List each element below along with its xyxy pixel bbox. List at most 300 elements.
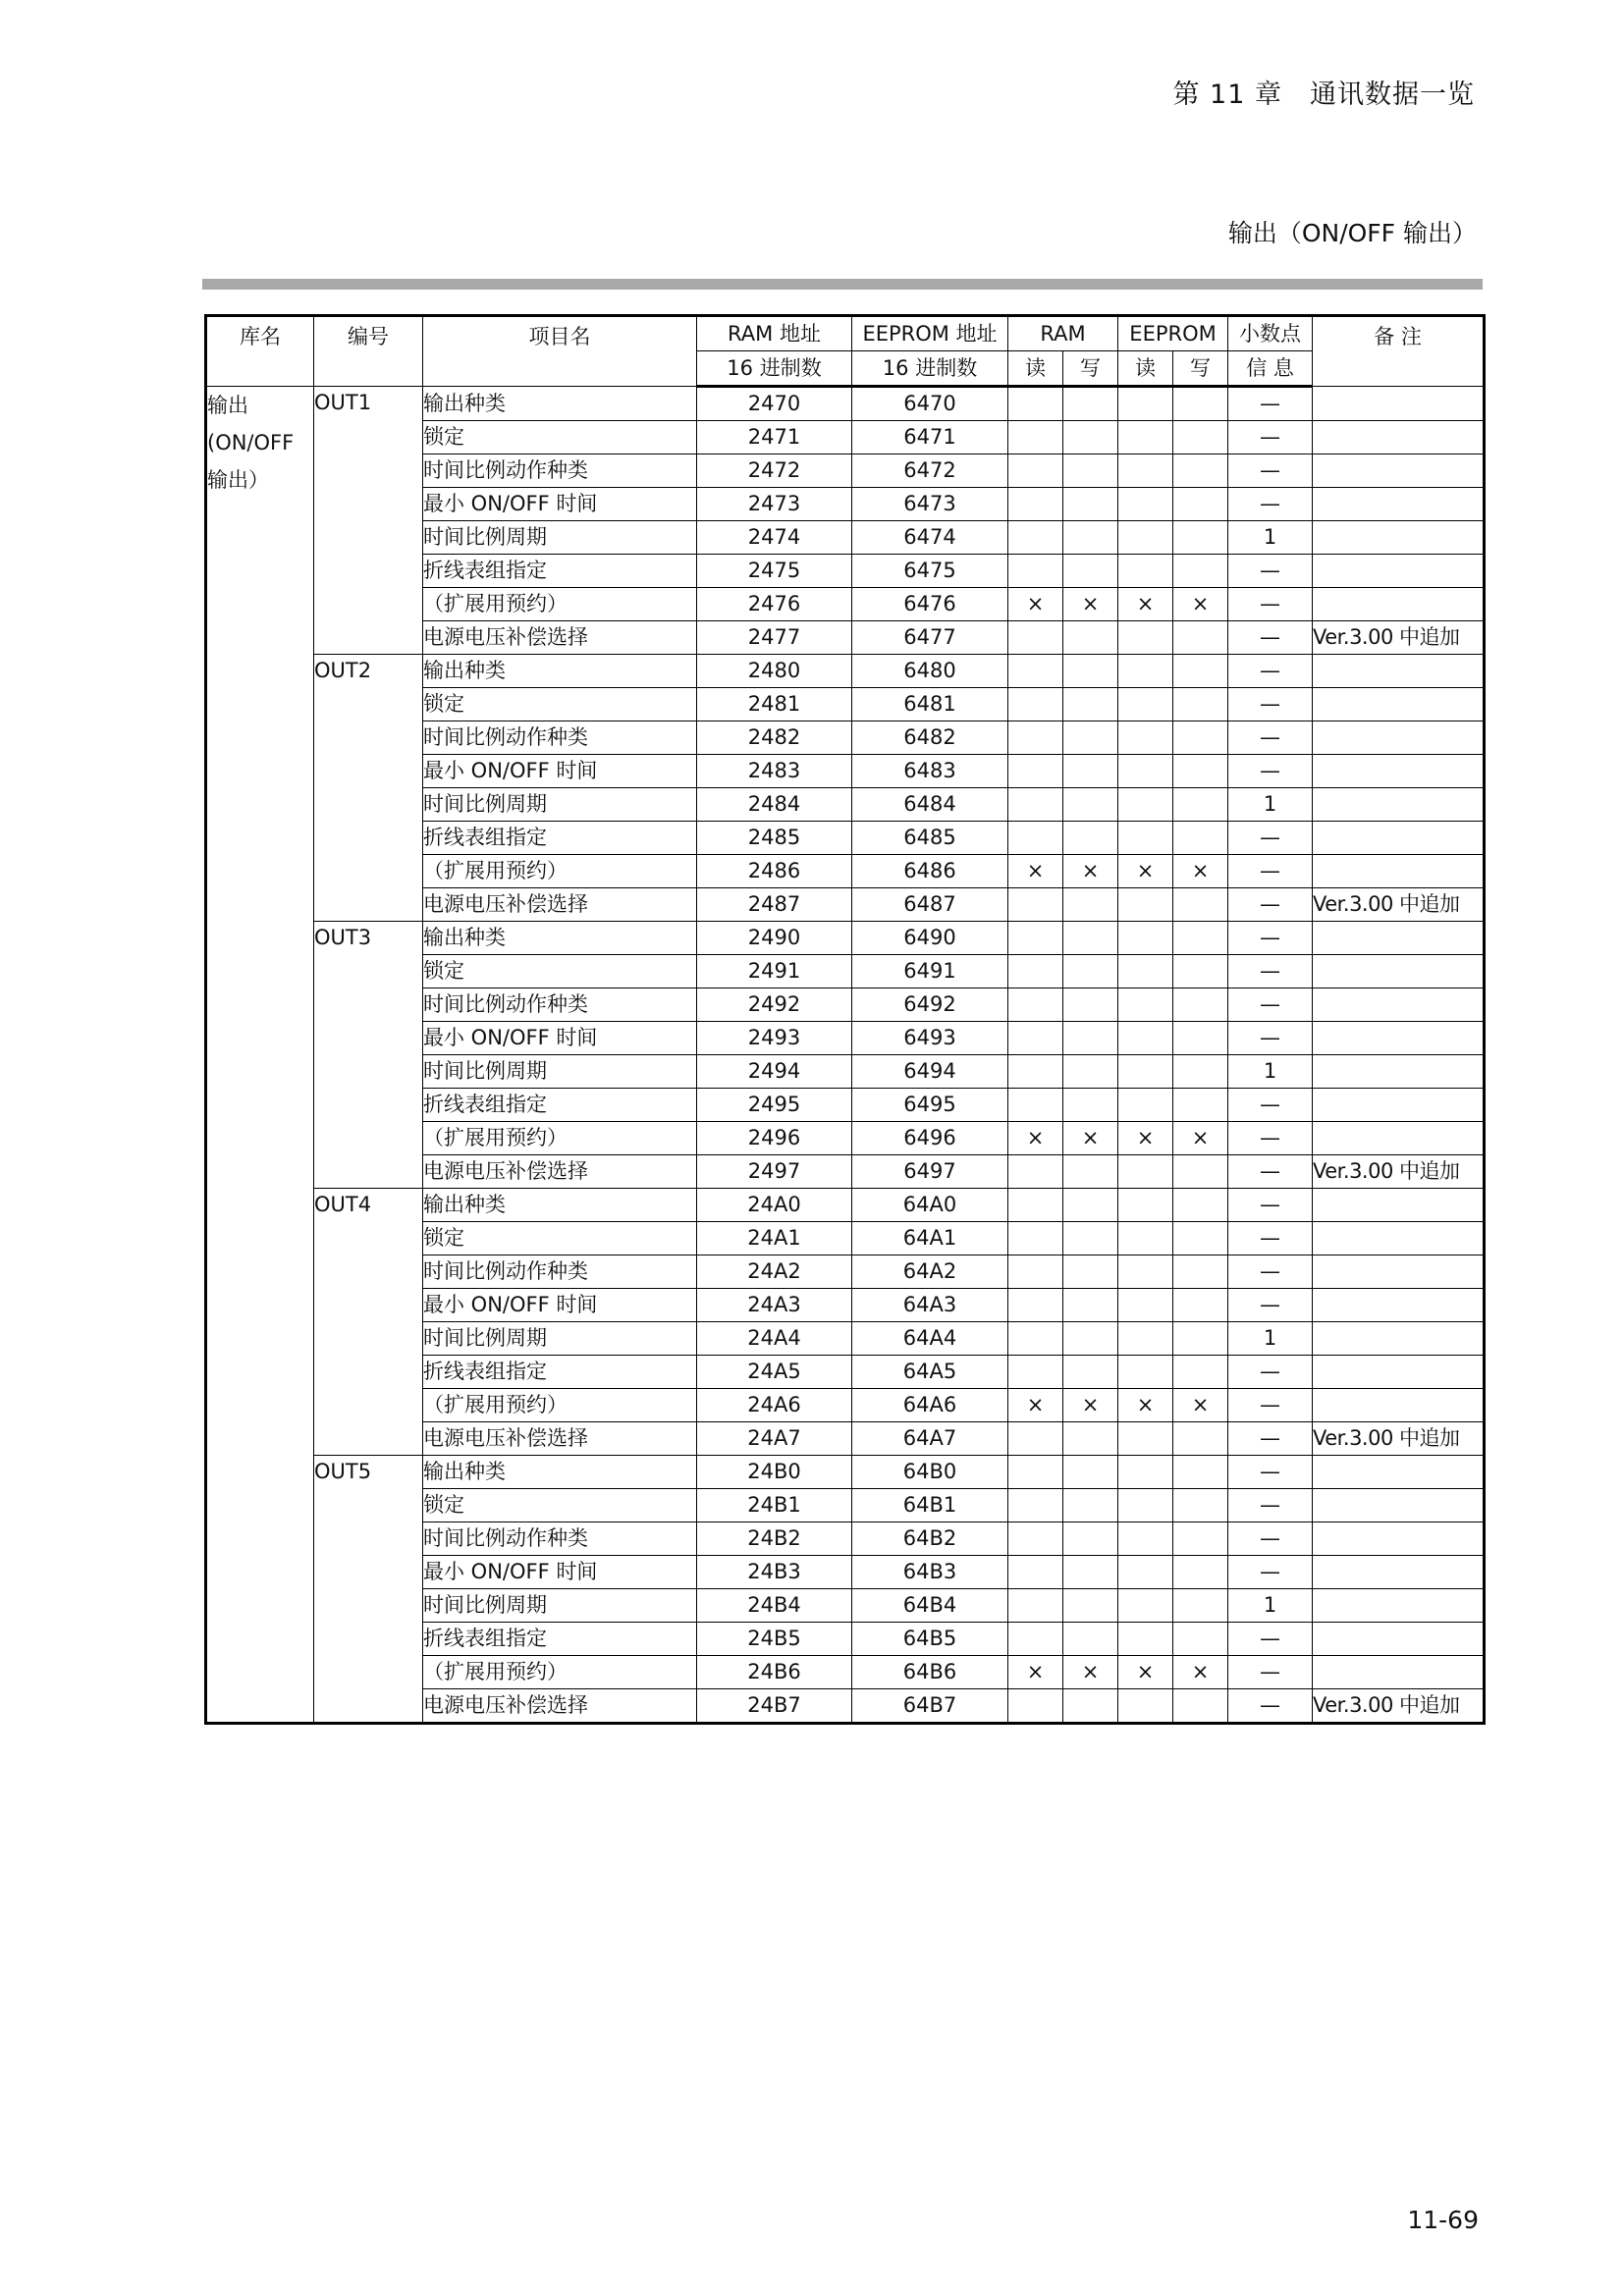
- eeprom-address-cell: 64B0: [852, 1456, 1008, 1489]
- header-item-name: 项目名: [423, 316, 697, 387]
- ram-write-cell: ×: [1063, 1656, 1118, 1689]
- eeprom-write-cell: [1173, 1556, 1228, 1589]
- decimal-info-cell: —: [1228, 454, 1313, 488]
- item-name-cell: 锁定: [423, 688, 697, 721]
- item-name-cell: （扩展用预约）: [423, 855, 697, 888]
- ram-address-cell: 2497: [697, 1155, 852, 1189]
- remarks-cell: [1313, 988, 1485, 1022]
- ram-write-cell: [1063, 1255, 1118, 1289]
- ram-read-cell: [1008, 1489, 1063, 1522]
- remarks-cell: [1313, 721, 1485, 755]
- ram-write-cell: [1063, 822, 1118, 855]
- header-divider: [202, 279, 1483, 290]
- decimal-info-cell: —: [1228, 688, 1313, 721]
- eeprom-write-cell: [1173, 688, 1228, 721]
- table-row: [206, 1189, 1485, 1222]
- remarks-cell: [1313, 1322, 1485, 1356]
- remarks-cell: [1313, 1489, 1485, 1522]
- library-name-line: 输出: [207, 394, 248, 417]
- decimal-info-cell: —: [1228, 488, 1313, 521]
- ram-address-cell: 2496: [697, 1122, 852, 1155]
- eeprom-address-cell: 64B1: [852, 1489, 1008, 1522]
- ram-read-cell: [1008, 521, 1063, 555]
- eeprom-read-cell: ×: [1118, 1122, 1173, 1155]
- decimal-info-cell: —: [1228, 1522, 1313, 1556]
- library-name-line: (ON/OFF: [207, 431, 295, 454]
- item-name-cell: 折线表组指定: [423, 822, 697, 855]
- ram-read-cell: [1008, 922, 1063, 955]
- decimal-info-cell: —: [1228, 721, 1313, 755]
- remarks-cell: [1313, 1122, 1485, 1155]
- ram-read-cell: [1008, 1189, 1063, 1222]
- eeprom-read-cell: [1118, 822, 1173, 855]
- eeprom-address-cell: 6471: [852, 421, 1008, 454]
- eeprom-address-cell: 64A4: [852, 1322, 1008, 1356]
- ram-address-cell: 2486: [697, 855, 852, 888]
- eeprom-read-cell: [1118, 488, 1173, 521]
- remarks-cell: [1313, 421, 1485, 454]
- eeprom-address-cell: 6484: [852, 788, 1008, 822]
- eeprom-address-cell: 6492: [852, 988, 1008, 1022]
- eeprom-address-cell: 6472: [852, 454, 1008, 488]
- remarks-cell: [1313, 655, 1485, 688]
- eeprom-read-cell: [1118, 1489, 1173, 1522]
- item-name-cell: 输出种类: [423, 1189, 697, 1222]
- eeprom-write-cell: [1173, 555, 1228, 588]
- eeprom-address-cell: 6487: [852, 888, 1008, 922]
- decimal-info-cell: —: [1228, 888, 1313, 922]
- ram-read-cell: [1008, 1456, 1063, 1489]
- eeprom-address-cell: 6495: [852, 1089, 1008, 1122]
- decimal-info-cell: —: [1228, 855, 1313, 888]
- item-name-cell: 折线表组指定: [423, 555, 697, 588]
- item-name-cell: 输出种类: [423, 655, 697, 688]
- ram-write-cell: [1063, 721, 1118, 755]
- remarks-cell: [1313, 755, 1485, 788]
- eeprom-address-cell: 6482: [852, 721, 1008, 755]
- ram-write-cell: [1063, 454, 1118, 488]
- eeprom-read-cell: [1118, 1623, 1173, 1656]
- group-number-cell: OUT1: [314, 387, 423, 655]
- decimal-info-cell: 1: [1228, 1589, 1313, 1623]
- eeprom-address-cell: 6496: [852, 1122, 1008, 1155]
- remarks-cell: [1313, 1456, 1485, 1489]
- ram-address-cell: 24B6: [697, 1656, 852, 1689]
- eeprom-read-cell: [1118, 1255, 1173, 1289]
- eeprom-write-cell: [1173, 1422, 1228, 1456]
- item-name-cell: （扩展用预约）: [423, 588, 697, 621]
- eeprom-read-cell: [1118, 521, 1173, 555]
- header-eeprom-read: 读: [1118, 351, 1173, 387]
- ram-address-cell: 24A4: [697, 1322, 852, 1356]
- page-number: 11-69: [1407, 2206, 1479, 2234]
- eeprom-read-cell: [1118, 721, 1173, 755]
- ram-read-cell: [1008, 655, 1063, 688]
- eeprom-read-cell: [1118, 1322, 1173, 1356]
- ram-address-cell: 24A1: [697, 1222, 852, 1255]
- item-name-cell: （扩展用预约）: [423, 1389, 697, 1422]
- eeprom-read-cell: [1118, 555, 1173, 588]
- ram-address-cell: 24B7: [697, 1689, 852, 1724]
- header-eeprom-write: 写: [1173, 351, 1228, 387]
- group-number-cell: OUT5: [314, 1456, 423, 1724]
- table-header: [206, 316, 1485, 387]
- ram-read-cell: [1008, 1289, 1063, 1322]
- eeprom-address-cell: 6475: [852, 555, 1008, 588]
- ram-read-cell: [1008, 1155, 1063, 1189]
- ram-write-cell: [1063, 621, 1118, 655]
- decimal-info-cell: —: [1228, 1556, 1313, 1589]
- item-name-cell: 折线表组指定: [423, 1089, 697, 1122]
- eeprom-read-cell: [1118, 621, 1173, 655]
- item-name-cell: 最小 ON/OFF 时间: [423, 1289, 697, 1322]
- ram-read-cell: [1008, 1322, 1063, 1356]
- ram-write-cell: [1063, 755, 1118, 788]
- item-name-cell: 电源电压补偿选择: [423, 888, 697, 922]
- ram-read-cell: [1008, 1522, 1063, 1556]
- eeprom-read-cell: [1118, 1422, 1173, 1456]
- eeprom-write-cell: ×: [1173, 1656, 1228, 1689]
- group-number-cell: OUT4: [314, 1189, 423, 1456]
- decimal-info-cell: —: [1228, 1689, 1313, 1724]
- remarks-cell: [1313, 1289, 1485, 1322]
- remarks-cell: [1313, 1623, 1485, 1656]
- item-name-cell: （扩展用预约）: [423, 1122, 697, 1155]
- ram-write-cell: [1063, 488, 1118, 521]
- eeprom-write-cell: [1173, 822, 1228, 855]
- ram-address-cell: 2475: [697, 555, 852, 588]
- ram-read-cell: ×: [1008, 1389, 1063, 1422]
- eeprom-read-cell: [1118, 1022, 1173, 1055]
- ram-address-cell: 2495: [697, 1089, 852, 1122]
- eeprom-address-cell: 6474: [852, 521, 1008, 555]
- ram-address-cell: 2476: [697, 588, 852, 621]
- remarks-cell: [1313, 555, 1485, 588]
- item-name-cell: 电源电压补偿选择: [423, 1689, 697, 1724]
- remarks-cell: [1313, 1356, 1485, 1389]
- eeprom-read-cell: [1118, 1456, 1173, 1489]
- eeprom-address-cell: 64A1: [852, 1222, 1008, 1255]
- item-name-cell: 时间比例周期: [423, 1589, 697, 1623]
- item-name-cell: 输出种类: [423, 1456, 697, 1489]
- eeprom-address-cell: 6494: [852, 1055, 1008, 1089]
- section-title: 输出（ON/OFF 输出）: [1227, 219, 1477, 247]
- item-name-cell: 电源电压补偿选择: [423, 1155, 697, 1189]
- eeprom-write-cell: [1173, 1322, 1228, 1356]
- eeprom-read-cell: [1118, 1189, 1173, 1222]
- eeprom-read-cell: ×: [1118, 1389, 1173, 1422]
- ram-write-cell: [1063, 1522, 1118, 1556]
- ram-address-cell: 24B2: [697, 1522, 852, 1556]
- decimal-info-cell: 1: [1228, 1322, 1313, 1356]
- remarks-cell: [1313, 688, 1485, 721]
- eeprom-read-cell: [1118, 688, 1173, 721]
- eeprom-read-cell: [1118, 922, 1173, 955]
- eeprom-write-cell: [1173, 488, 1228, 521]
- item-name-cell: 锁定: [423, 1489, 697, 1522]
- decimal-info-cell: —: [1228, 387, 1313, 421]
- remarks-cell: [1313, 1522, 1485, 1556]
- ram-read-cell: [1008, 1356, 1063, 1389]
- eeprom-address-cell: 64B6: [852, 1656, 1008, 1689]
- eeprom-read-cell: [1118, 1556, 1173, 1589]
- remarks-cell: [1313, 488, 1485, 521]
- item-name-cell: 锁定: [423, 421, 697, 454]
- library-name-line: 输出）: [207, 468, 269, 492]
- eeprom-read-cell: [1118, 1155, 1173, 1189]
- eeprom-read-cell: [1118, 755, 1173, 788]
- eeprom-read-cell: [1118, 454, 1173, 488]
- eeprom-write-cell: [1173, 721, 1228, 755]
- header-eeprom-access: EEPROM: [1118, 316, 1228, 351]
- remarks-cell: [1313, 955, 1485, 988]
- header-remarks: 备 注: [1313, 316, 1485, 387]
- eeprom-write-cell: [1173, 521, 1228, 555]
- eeprom-address-cell: 64A5: [852, 1356, 1008, 1389]
- ram-address-cell: 24B1: [697, 1489, 852, 1522]
- ram-write-cell: [1063, 1689, 1118, 1724]
- decimal-info-cell: —: [1228, 1422, 1313, 1456]
- ram-read-cell: [1008, 1589, 1063, 1623]
- remarks-cell: [1313, 1389, 1485, 1422]
- eeprom-address-cell: 6483: [852, 755, 1008, 788]
- ram-read-cell: [1008, 721, 1063, 755]
- item-name-cell: 时间比例动作种类: [423, 721, 697, 755]
- ram-address-cell: 2477: [697, 621, 852, 655]
- decimal-info-cell: 1: [1228, 1055, 1313, 1089]
- decimal-info-cell: —: [1228, 1656, 1313, 1689]
- remarks-cell: Ver.3.00 中追加: [1313, 888, 1485, 922]
- ram-write-cell: ×: [1063, 1122, 1118, 1155]
- ram-write-cell: ×: [1063, 588, 1118, 621]
- eeprom-address-cell: 6493: [852, 1022, 1008, 1055]
- ram-address-cell: 2482: [697, 721, 852, 755]
- eeprom-write-cell: [1173, 1522, 1228, 1556]
- ram-write-cell: [1063, 688, 1118, 721]
- header-ram-hex: 16 进制数: [697, 351, 852, 387]
- eeprom-read-cell: ×: [1118, 1656, 1173, 1689]
- eeprom-write-cell: ×: [1173, 588, 1228, 621]
- ram-address-cell: 24A7: [697, 1422, 852, 1456]
- ram-read-cell: ×: [1008, 855, 1063, 888]
- ram-address-cell: 2470: [697, 387, 852, 421]
- ram-read-cell: [1008, 1255, 1063, 1289]
- eeprom-write-cell: [1173, 454, 1228, 488]
- eeprom-read-cell: [1118, 1689, 1173, 1724]
- remarks-cell: [1313, 1255, 1485, 1289]
- eeprom-write-cell: [1173, 421, 1228, 454]
- eeprom-address-cell: 64A0: [852, 1189, 1008, 1222]
- eeprom-write-cell: [1173, 1155, 1228, 1189]
- ram-address-cell: 2494: [697, 1055, 852, 1089]
- remarks-cell: Ver.3.00 中追加: [1313, 1422, 1485, 1456]
- item-name-cell: 时间比例周期: [423, 1322, 697, 1356]
- decimal-info-cell: —: [1228, 1089, 1313, 1122]
- eeprom-write-cell: [1173, 922, 1228, 955]
- eeprom-read-cell: [1118, 988, 1173, 1022]
- ram-write-cell: [1063, 421, 1118, 454]
- eeprom-read-cell: ×: [1118, 855, 1173, 888]
- eeprom-address-cell: 6477: [852, 621, 1008, 655]
- ram-read-cell: [1008, 788, 1063, 822]
- item-name-cell: 最小 ON/OFF 时间: [423, 488, 697, 521]
- eeprom-address-cell: 6485: [852, 822, 1008, 855]
- ram-read-cell: [1008, 1623, 1063, 1656]
- ram-write-cell: [1063, 655, 1118, 688]
- decimal-info-cell: 1: [1228, 788, 1313, 822]
- decimal-info-cell: —: [1228, 421, 1313, 454]
- ram-write-cell: [1063, 1589, 1118, 1623]
- eeprom-write-cell: [1173, 888, 1228, 922]
- ram-address-cell: 2480: [697, 655, 852, 688]
- ram-address-cell: 24A5: [697, 1356, 852, 1389]
- decimal-info-cell: —: [1228, 922, 1313, 955]
- remarks-cell: [1313, 1556, 1485, 1589]
- item-name-cell: 时间比例动作种类: [423, 1255, 697, 1289]
- ram-write-cell: [1063, 1322, 1118, 1356]
- ram-address-cell: 2471: [697, 421, 852, 454]
- item-name-cell: 时间比例周期: [423, 788, 697, 822]
- eeprom-write-cell: [1173, 1055, 1228, 1089]
- eeprom-write-cell: [1173, 1456, 1228, 1489]
- decimal-info-cell: —: [1228, 1222, 1313, 1255]
- header-ram-address: RAM 地址: [697, 316, 852, 351]
- remarks-cell: [1313, 822, 1485, 855]
- item-name-cell: 锁定: [423, 1222, 697, 1255]
- ram-address-cell: 24A2: [697, 1255, 852, 1289]
- ram-address-cell: 2481: [697, 688, 852, 721]
- ram-read-cell: ×: [1008, 588, 1063, 621]
- library-name-cell: [206, 387, 314, 1724]
- ram-write-cell: [1063, 888, 1118, 922]
- eeprom-write-cell: [1173, 1022, 1228, 1055]
- ram-address-cell: 24B4: [697, 1589, 852, 1623]
- eeprom-read-cell: ×: [1118, 588, 1173, 621]
- ram-write-cell: ×: [1063, 1389, 1118, 1422]
- eeprom-address-cell: 64B2: [852, 1522, 1008, 1556]
- eeprom-read-cell: [1118, 387, 1173, 421]
- header-decimal: 小数点: [1228, 316, 1313, 351]
- item-name-cell: （扩展用预约）: [423, 1656, 697, 1689]
- decimal-info-cell: —: [1228, 988, 1313, 1022]
- decimal-info-cell: —: [1228, 955, 1313, 988]
- ram-write-cell: [1063, 988, 1118, 1022]
- eeprom-write-cell: [1173, 755, 1228, 788]
- decimal-info-cell: —: [1228, 1255, 1313, 1289]
- item-name-cell: 最小 ON/OFF 时间: [423, 1556, 697, 1589]
- ram-read-cell: [1008, 755, 1063, 788]
- ram-write-cell: [1063, 1623, 1118, 1656]
- eeprom-write-cell: [1173, 1356, 1228, 1389]
- eeprom-write-cell: [1173, 988, 1228, 1022]
- eeprom-write-cell: [1173, 1623, 1228, 1656]
- eeprom-read-cell: [1118, 955, 1173, 988]
- ram-write-cell: [1063, 1022, 1118, 1055]
- eeprom-address-cell: 64B5: [852, 1623, 1008, 1656]
- eeprom-read-cell: [1118, 1089, 1173, 1122]
- group-number-cell: OUT2: [314, 655, 423, 922]
- item-name-cell: 时间比例周期: [423, 521, 697, 555]
- eeprom-read-cell: [1118, 888, 1173, 922]
- eeprom-address-cell: 6497: [852, 1155, 1008, 1189]
- remarks-cell: [1313, 387, 1485, 421]
- header-decimal-info: 信 息: [1228, 351, 1313, 387]
- ram-address-cell: 2484: [697, 788, 852, 822]
- communication-data-table: [204, 314, 1486, 1725]
- eeprom-write-cell: [1173, 788, 1228, 822]
- eeprom-address-cell: 64B3: [852, 1556, 1008, 1589]
- ram-address-cell: 24A3: [697, 1289, 852, 1322]
- ram-address-cell: 2485: [697, 822, 852, 855]
- remarks-cell: [1313, 1189, 1485, 1222]
- item-name-cell: 输出种类: [423, 922, 697, 955]
- item-name-cell: 电源电压补偿选择: [423, 1422, 697, 1456]
- ram-address-cell: 2487: [697, 888, 852, 922]
- eeprom-read-cell: [1118, 1589, 1173, 1623]
- ram-write-cell: [1063, 1422, 1118, 1456]
- eeprom-write-cell: [1173, 621, 1228, 655]
- decimal-info-cell: —: [1228, 621, 1313, 655]
- decimal-info-cell: —: [1228, 1122, 1313, 1155]
- eeprom-address-cell: 6486: [852, 855, 1008, 888]
- eeprom-address-cell: 6490: [852, 922, 1008, 955]
- header-ram-read: 读: [1008, 351, 1063, 387]
- eeprom-address-cell: 64B7: [852, 1689, 1008, 1724]
- ram-read-cell: ×: [1008, 1656, 1063, 1689]
- ram-write-cell: [1063, 1289, 1118, 1322]
- ram-read-cell: [1008, 822, 1063, 855]
- eeprom-write-cell: ×: [1173, 1122, 1228, 1155]
- eeprom-address-cell: 64A7: [852, 1422, 1008, 1456]
- ram-write-cell: [1063, 387, 1118, 421]
- ram-write-cell: [1063, 922, 1118, 955]
- eeprom-write-cell: [1173, 1222, 1228, 1255]
- ram-read-cell: [1008, 888, 1063, 922]
- item-name-cell: 折线表组指定: [423, 1356, 697, 1389]
- ram-address-cell: 2472: [697, 454, 852, 488]
- ram-read-cell: [1008, 1089, 1063, 1122]
- ram-write-cell: [1063, 1356, 1118, 1389]
- remarks-cell: [1313, 521, 1485, 555]
- decimal-info-cell: —: [1228, 822, 1313, 855]
- ram-address-cell: 2491: [697, 955, 852, 988]
- eeprom-write-cell: ×: [1173, 1389, 1228, 1422]
- eeprom-address-cell: 64A6: [852, 1389, 1008, 1422]
- item-name-cell: 时间比例动作种类: [423, 1522, 697, 1556]
- decimal-info-cell: —: [1228, 588, 1313, 621]
- header-ram-write: 写: [1063, 351, 1118, 387]
- item-name-cell: 时间比例动作种类: [423, 988, 697, 1022]
- ram-write-cell: [1063, 1155, 1118, 1189]
- decimal-info-cell: —: [1228, 1456, 1313, 1489]
- ram-read-cell: [1008, 688, 1063, 721]
- item-name-cell: 最小 ON/OFF 时间: [423, 755, 697, 788]
- eeprom-write-cell: [1173, 1089, 1228, 1122]
- ram-address-cell: 2483: [697, 755, 852, 788]
- item-name-cell: 时间比例动作种类: [423, 454, 697, 488]
- ram-write-cell: [1063, 1189, 1118, 1222]
- item-name-cell: 最小 ON/OFF 时间: [423, 1022, 697, 1055]
- header-library: 库名: [206, 316, 314, 387]
- table-row: [206, 922, 1485, 955]
- header-number: 编号: [314, 316, 423, 387]
- eeprom-address-cell: 6470: [852, 387, 1008, 421]
- decimal-info-cell: —: [1228, 1389, 1313, 1422]
- ram-read-cell: [1008, 1022, 1063, 1055]
- group-number-cell: OUT3: [314, 922, 423, 1189]
- eeprom-write-cell: [1173, 387, 1228, 421]
- decimal-info-cell: —: [1228, 555, 1313, 588]
